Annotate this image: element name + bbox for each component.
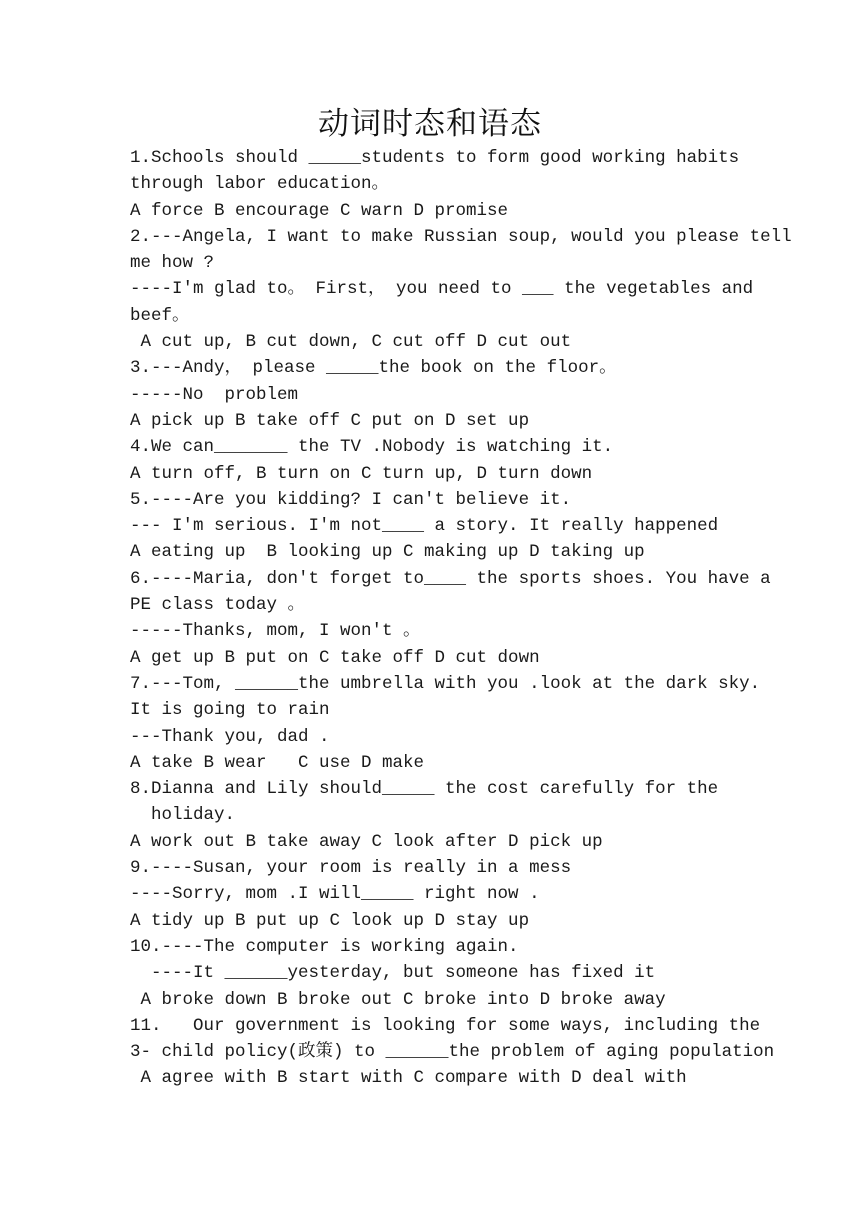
text-line: me how ? (130, 253, 215, 274)
text-line: A work out B take away C look after D pick up (130, 831, 603, 852)
text-line: ----I'm glad to。 First， you need to ___ the vegetables and (130, 279, 754, 300)
text-line: 5.----Are you kidding? I can't believe it. (130, 489, 572, 510)
text-line: A force B encourage C warn D promise (130, 200, 509, 221)
text-line: 1.Schools should _____students to form good working habits (130, 148, 740, 168)
text-line: A turn off, B turn on C turn up, D turn down (130, 463, 593, 484)
text-line: A broke down B broke out C broke into D broke away (130, 989, 666, 1010)
document-title: 动词时态和语态 (318, 106, 542, 142)
text-line: 4.We can_______ the TV .Nobody is watching it. (130, 437, 614, 458)
text-line: ---Thank you, dad . (130, 726, 330, 747)
text-line: 11. Our government is looking for some ways, including the (130, 1015, 761, 1036)
text-line: ----It ______yesterday, but someone has fixed it (130, 963, 656, 984)
text-line: -----Thanks, mom, I won't 。 (130, 621, 421, 642)
text-line: holiday. (130, 805, 236, 826)
text-line: 9.----Susan, your room is really in a mess (130, 858, 572, 879)
text-line: -----No problem (130, 384, 299, 405)
text-line: A agree with B start with C compare with D deal with (130, 1068, 687, 1089)
text-line: 8.Dianna and Lily should_____ the cost carefully for the (130, 779, 719, 800)
text-line: A tidy up B put up C look up D stay up (130, 910, 530, 931)
text-line: 10.----The computer is working again. (130, 936, 519, 957)
text-line: 7.---Tom, ______the umbrella with you .look at the dark sky. (130, 673, 761, 694)
text-line: A cut up, B cut down, C cut off D cut out (130, 332, 572, 353)
text-line: beef。 (130, 305, 190, 326)
text-line: A eating up B looking up C making up D taking up (130, 542, 645, 563)
document-body (130, 145, 792, 1092)
text-line: It is going to rain (130, 700, 330, 721)
text-line: A take B wear C use D make (130, 752, 425, 773)
text-line: A get up B put on C take off D cut down (130, 647, 540, 668)
text-line: 3.---Andy， please _____the book on the floor。 (130, 358, 617, 379)
text-line: --- I'm serious. I'm not____ a story. It really happened (130, 516, 719, 537)
text-line: ----Sorry, mom .I will_____ right now . (130, 884, 540, 905)
text-line: A pick up B take off C put on D set up (130, 410, 530, 431)
text-line: through labor education。 (130, 174, 390, 195)
text-line: 2.---Angela, I want to make Russian soup, would you please tell (130, 226, 792, 247)
text-line: 6.----Maria, don't forget to____ the sports shoes. You have a (130, 568, 771, 589)
text-line: 3- child policy(政策) to ______the problem of aging population (130, 1042, 775, 1063)
text-line: PE class today 。 (130, 595, 306, 616)
